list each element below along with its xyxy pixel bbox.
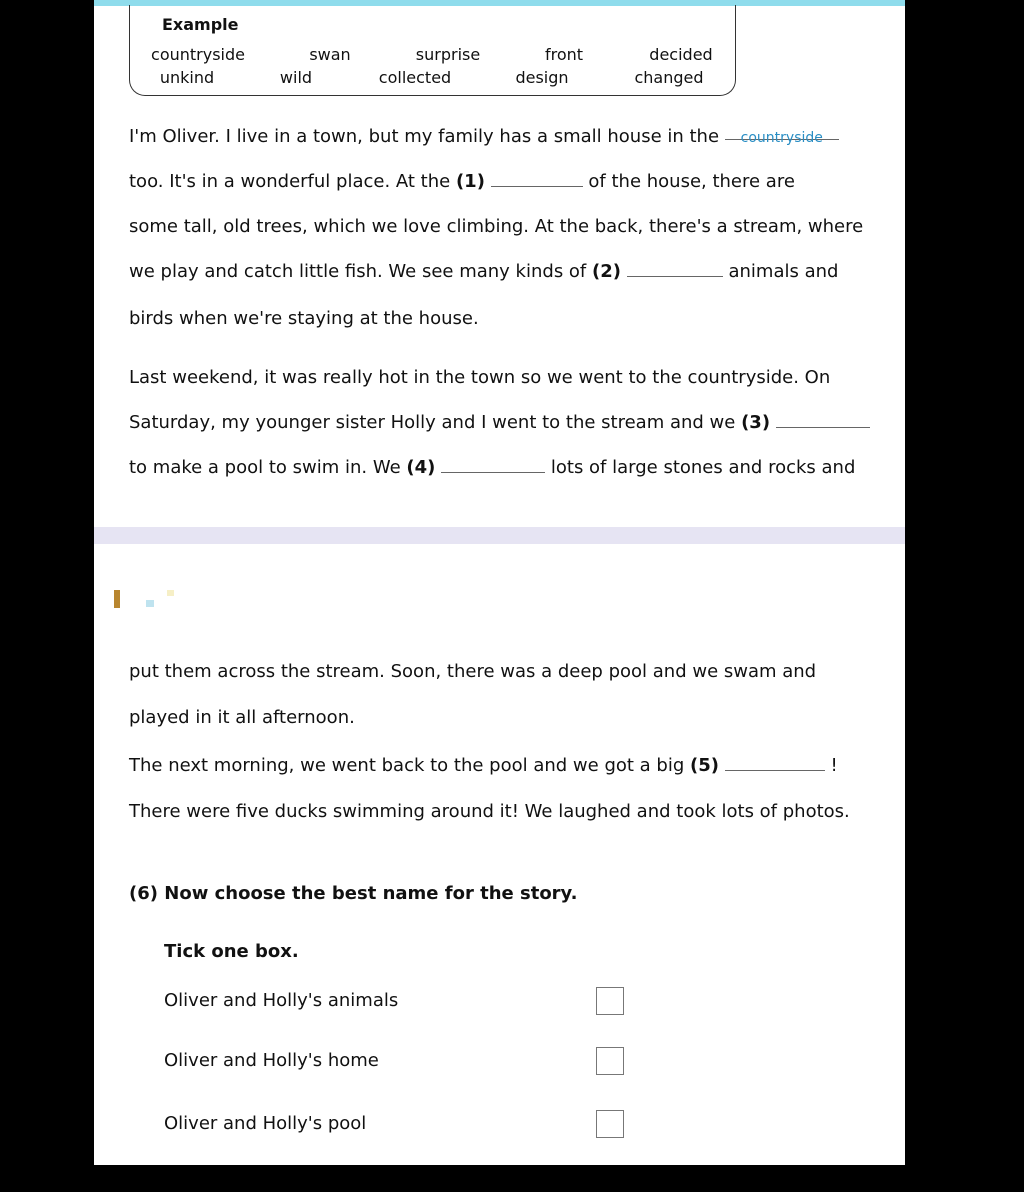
question-number: (5) bbox=[690, 755, 719, 776]
word-option: front bbox=[544, 45, 584, 64]
text-segment: The next morning, we went back to the pool and we got a big bbox=[129, 755, 685, 776]
text-segment: to make a pool to swim in. We bbox=[129, 457, 401, 478]
example-answer-blank bbox=[725, 125, 839, 146]
text-segment: ! bbox=[830, 755, 838, 776]
question-number: (1) bbox=[455, 171, 485, 192]
text-line: put them across the stream. Soon, there was a deep pool and we swam and bbox=[129, 661, 817, 682]
scan-mark bbox=[167, 590, 174, 596]
word-option: collected bbox=[378, 68, 452, 87]
question-6 bbox=[129, 882, 577, 906]
text-line: There were five ducks swimming around it! We laughed and took lots of photos. bbox=[129, 801, 850, 822]
text-segment: we play and catch little fish. We see many kinds of bbox=[129, 261, 587, 282]
word-option: wild bbox=[279, 68, 313, 87]
option-label: Oliver and Holly's animals bbox=[164, 990, 399, 1011]
option-label: Oliver and Holly's home bbox=[164, 1050, 379, 1071]
option-checkbox-home[interactable] bbox=[596, 1047, 624, 1075]
example-answer: countryside bbox=[740, 130, 823, 146]
question-number: (3) bbox=[741, 412, 771, 433]
text-segment: Saturday, my younger sister Holly and I went to the stream and we bbox=[129, 412, 736, 433]
text-line: Last weekend, it was really hot in the town so we went to the countryside. On bbox=[129, 367, 831, 388]
scan-mark bbox=[114, 590, 120, 608]
page-gap bbox=[94, 489, 905, 527]
option-checkbox-animals[interactable] bbox=[596, 987, 624, 1015]
text-line bbox=[129, 260, 838, 284]
word-option: design bbox=[515, 68, 569, 87]
text-line bbox=[129, 411, 870, 435]
word-option: swan bbox=[309, 45, 351, 64]
text-line: birds when we're staying at the house. bbox=[129, 308, 479, 329]
text-segment: animals and bbox=[728, 261, 839, 282]
question-number: (6) bbox=[129, 883, 158, 904]
word-option: changed bbox=[634, 68, 704, 87]
text-line bbox=[129, 170, 795, 194]
question-text: Now choose the best name for the story. bbox=[164, 883, 578, 904]
tick-instruction: Tick one box. bbox=[164, 941, 299, 962]
word-option: decided bbox=[649, 45, 713, 64]
text-segment: I'm Oliver. I live in a town, but my family has a small house in the bbox=[129, 126, 720, 147]
page-divider-band bbox=[94, 527, 905, 544]
word-option: surprise bbox=[415, 45, 481, 64]
answer-blank-2[interactable] bbox=[627, 262, 723, 277]
answer-blank-1[interactable] bbox=[491, 172, 583, 187]
option-label: Oliver and Holly's pool bbox=[164, 1113, 367, 1134]
text-line bbox=[129, 125, 839, 149]
scan-mark bbox=[146, 600, 154, 607]
text-line: some tall, old trees, which we love climbing. At the back, there's a stream, where bbox=[129, 216, 864, 237]
text-line: played in it all afternoon. bbox=[129, 707, 355, 728]
word-box-label: Example bbox=[162, 15, 239, 34]
text-segment: lots of large stones and rocks and bbox=[550, 457, 856, 478]
word-option: countryside bbox=[151, 45, 245, 64]
option-checkbox-pool[interactable] bbox=[596, 1110, 624, 1138]
question-number: (4) bbox=[406, 457, 436, 478]
text-segment: too. It's in a wonderful place. At the bbox=[129, 171, 451, 192]
word-box bbox=[129, 5, 736, 96]
worksheet-page bbox=[94, 0, 905, 1165]
answer-blank-4[interactable] bbox=[441, 458, 545, 473]
text-line bbox=[129, 754, 838, 778]
word-option: unkind bbox=[159, 68, 215, 87]
answer-blank-5[interactable] bbox=[725, 756, 825, 771]
text-segment: of the house, there are bbox=[588, 171, 795, 192]
text-line bbox=[129, 456, 855, 480]
question-number: (2) bbox=[592, 261, 621, 282]
answer-blank-3[interactable] bbox=[776, 413, 870, 428]
